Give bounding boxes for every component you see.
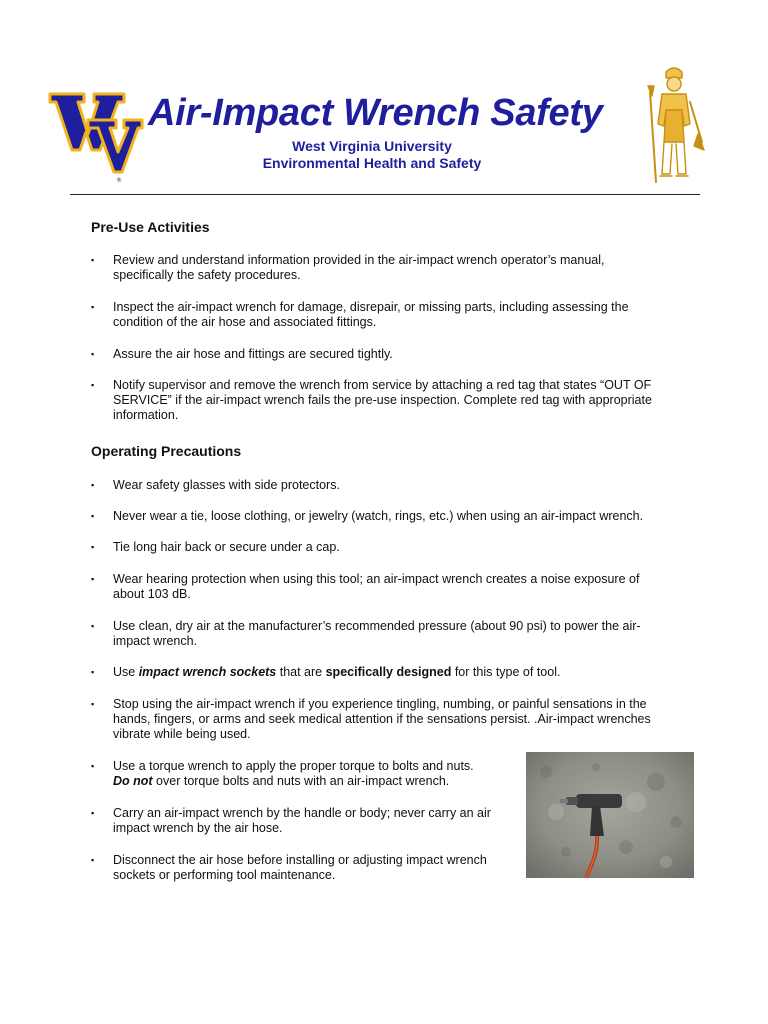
item-text-line: about 103 dB.: [113, 587, 191, 601]
item-text-line: Use clean, dry air at the manufacturer’s recommended pressure (about 90 psi) to power the air-: [113, 619, 641, 633]
item-text-line: condition of the air hose and associated fittings.: [113, 315, 377, 329]
item-text: Use: [113, 665, 139, 679]
item-text: over torque bolts and nuts with an air-impact wrench.: [152, 774, 450, 788]
department-name: Environmental Health and Safety: [262, 155, 482, 171]
page-title: Air-Impact Wrench Safety: [148, 92, 603, 134]
item-text-line: sockets or performing tool maintenance.: [113, 868, 336, 882]
university-name: West Virginia University: [292, 138, 452, 154]
section-heading-operating: Operating Precautions: [91, 443, 242, 459]
item-text-line: information.: [113, 408, 179, 422]
item-text-line: Use a torque wrench to apply the proper torque to bolts and nuts.: [113, 759, 474, 773]
item-text-line: SERVICE” if the air-impact wrench fails the pre-use inspection. Complete red tag with appropriate: [113, 393, 652, 407]
bullet-icon: ▪: [91, 855, 95, 865]
item-text-line: Never wear a tie, loose clothing, or jewelry (watch, rings, etc.) when using an air-impact wrench.: [113, 509, 644, 523]
item-text-line: Carry an air-impact wrench by the handle or body; never carry an air: [113, 806, 491, 820]
item-text-line: Stop using the air-impact wrench if you experience tingling, numbing, or painful sensations in the: [113, 697, 647, 711]
item-text-line: impact wrench.: [113, 634, 198, 648]
bullet-icon: ▪: [91, 255, 95, 265]
bullet-icon: ▪: [91, 542, 95, 552]
bullet-icon: ▪: [91, 621, 95, 631]
bullet-icon: ▪: [91, 380, 95, 390]
item-text-line: Review and understand information provided in the air-impact wrench operator’s manual,: [113, 253, 605, 267]
emphasis-text: Do not: [113, 774, 153, 788]
svg-text:· · ·: · · ·: [656, 862, 664, 868]
bullet-icon: ▪: [91, 761, 95, 771]
emphasis-text: impact wrench sockets: [138, 665, 277, 679]
bullet-icon: ▪: [91, 302, 95, 312]
item-text-line: Tie long hair back or secure under a cap.: [113, 540, 340, 554]
item-text-line: Wear safety glasses with side protectors.: [113, 478, 340, 492]
item-text-line: Assure the air hose and fittings are secured tightly.: [113, 347, 393, 361]
item-text: that are: [276, 665, 326, 679]
bullet-icon: ▪: [91, 511, 95, 521]
bullet-icon: ▪: [91, 808, 95, 818]
bullet-icon: ▪: [91, 667, 95, 677]
item-text-line: vibrate while being used.: [113, 727, 251, 741]
item-text-line: Wear hearing protection when using this tool; an air-impact wrench creates a noise exposure of: [113, 572, 640, 586]
bullet-icon: ▪: [91, 699, 95, 709]
section-heading-pre-use: Pre-Use Activities: [91, 219, 210, 235]
item-text-line: Disconnect the air hose before installing or adjusting impact wrench: [113, 853, 487, 867]
item-text-line: Inspect the air-impact wrench for damage, disrepair, or missing parts, including assessing the: [113, 300, 629, 314]
item-text-line: Notify supervisor and remove the wrench from service by attaching a red tag that states “OUT OF: [113, 378, 652, 392]
item-text-line: specifically the safety procedures.: [113, 268, 301, 282]
bullet-icon: ▪: [91, 480, 95, 490]
item-text-line: impact wrench by the air hose.: [113, 821, 283, 835]
bullet-icon: ▪: [91, 349, 95, 359]
air-impact-wrench-photo: [526, 752, 694, 878]
strong-text: specifically designed: [325, 665, 452, 679]
svg-text:®: ®: [116, 177, 122, 184]
item-text: for this type of tool.: [451, 665, 561, 679]
item-text-line: hands, fingers, or arms and seek medical attention if the sensations persist. .Air-impact wrenches: [113, 712, 651, 726]
bullet-icon: ▪: [91, 574, 95, 584]
